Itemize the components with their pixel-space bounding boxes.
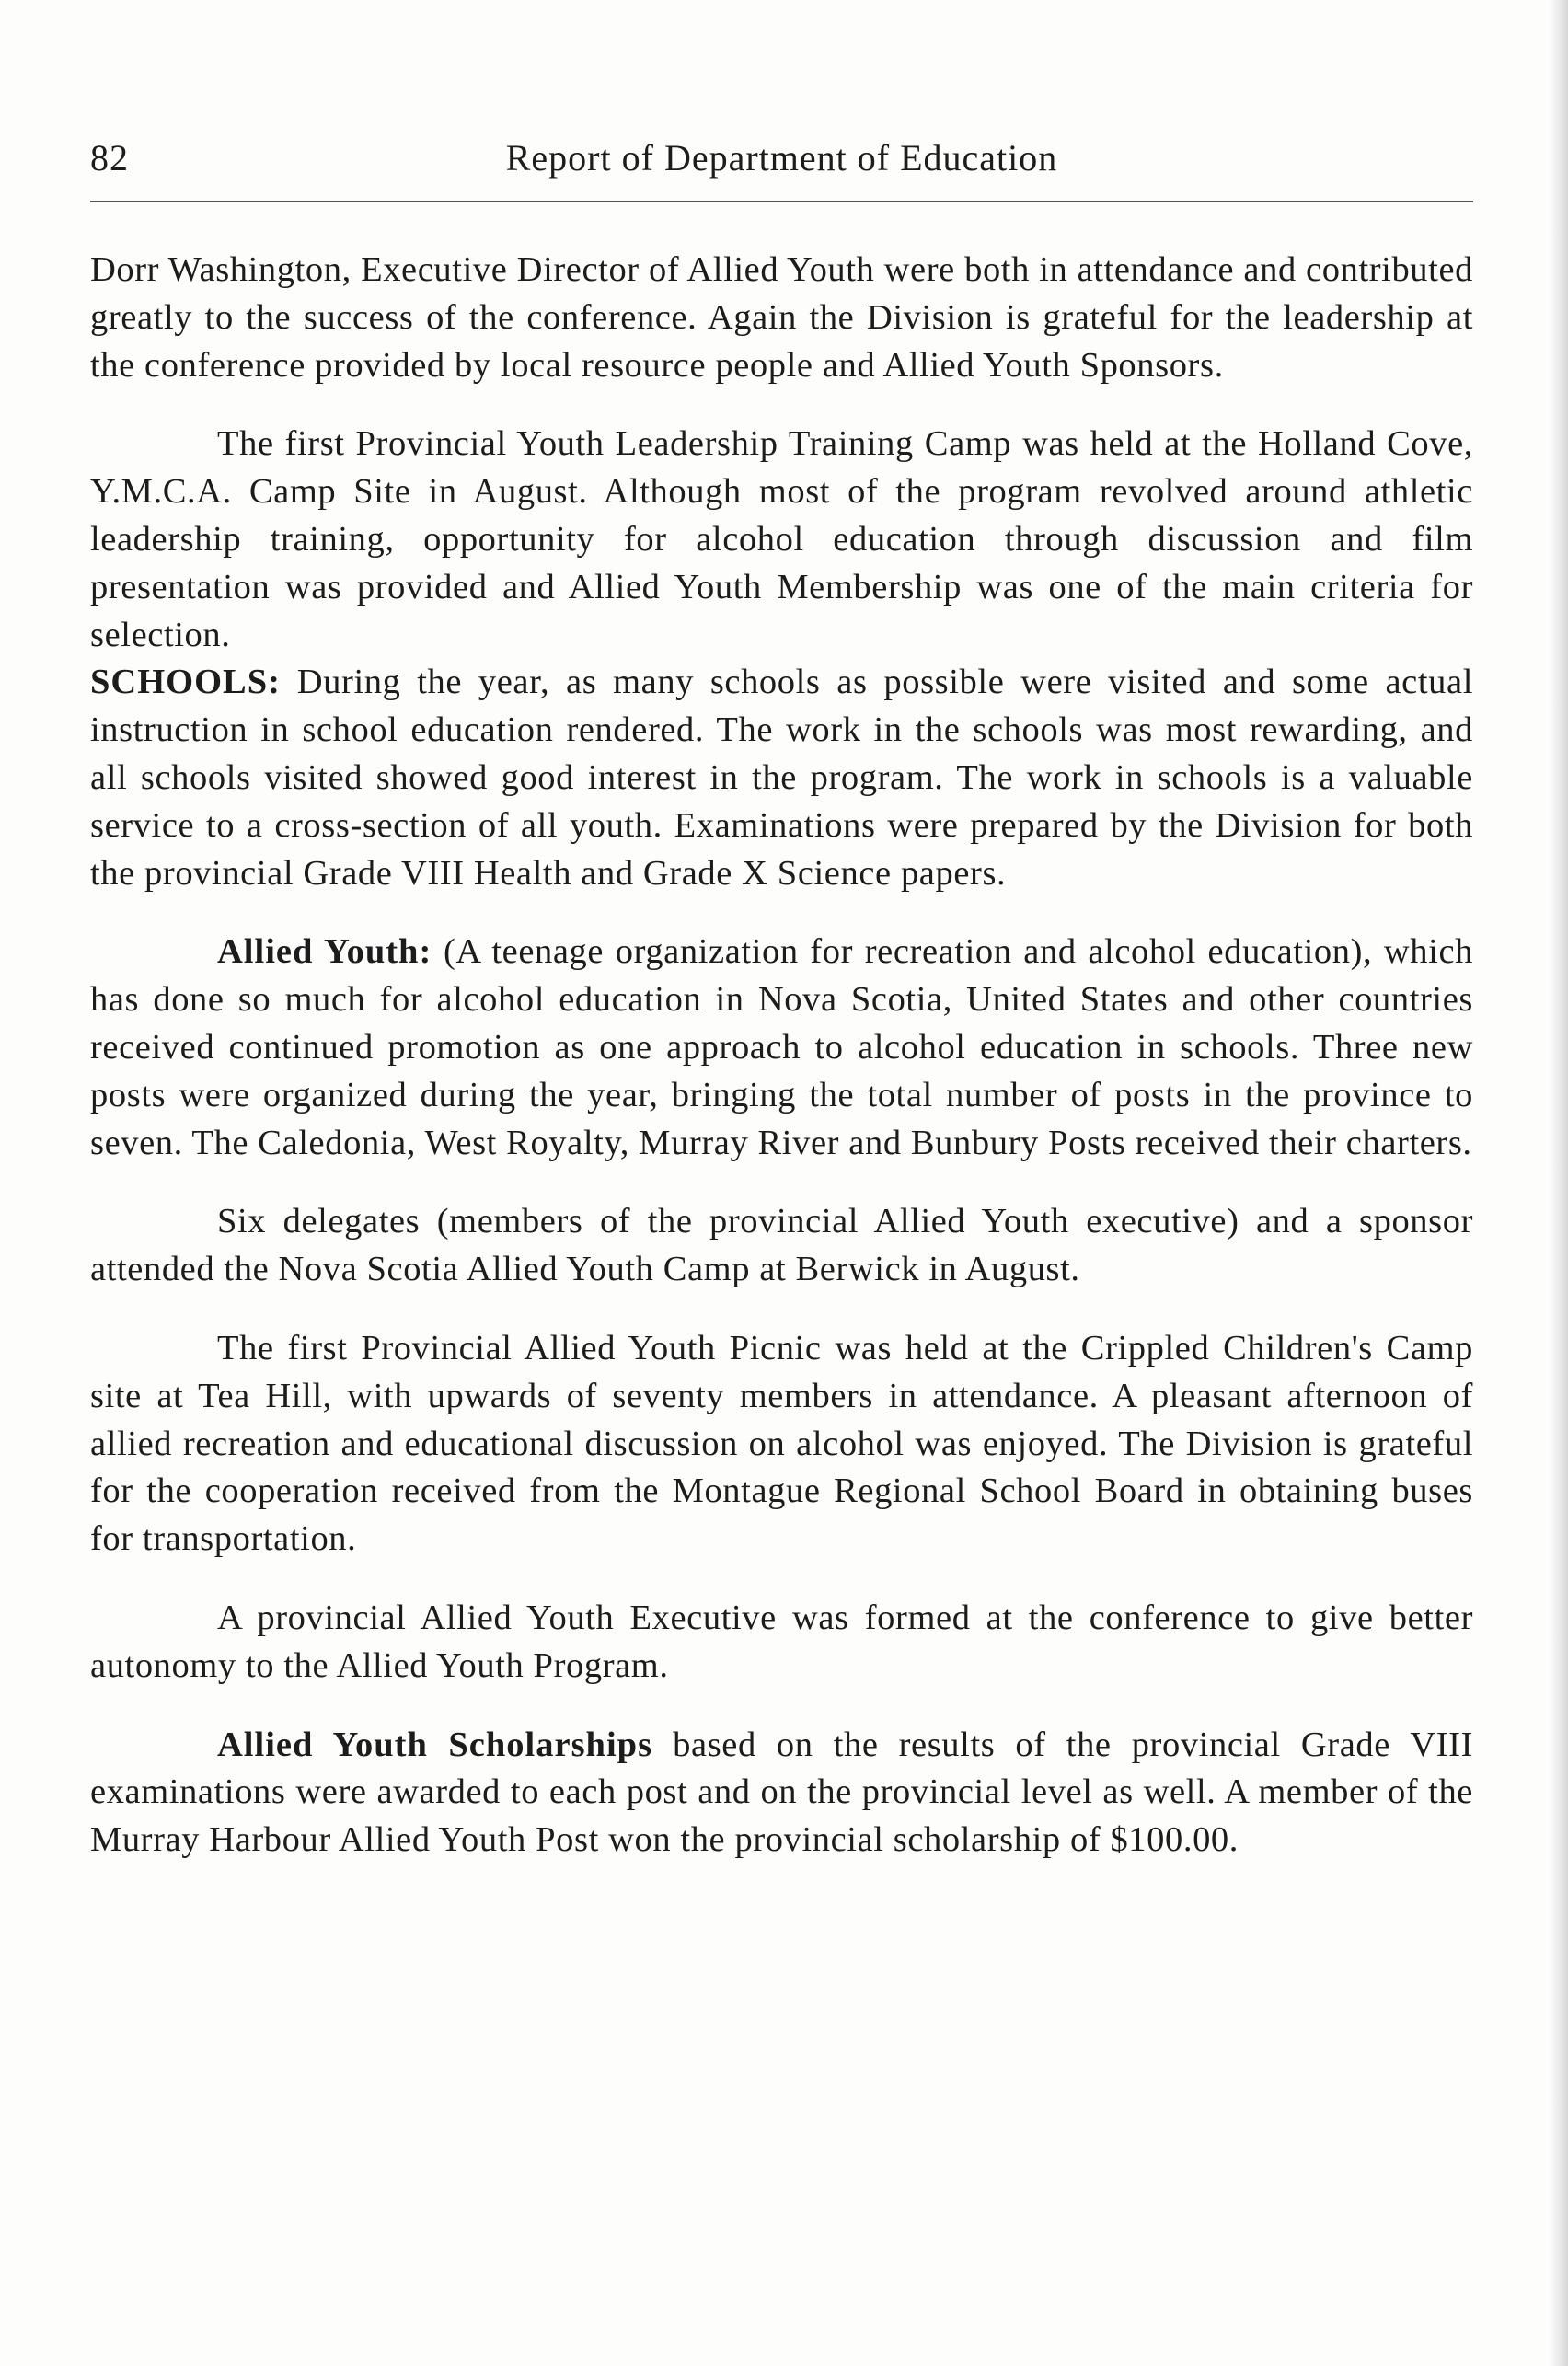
paragraph-text: The first Provincial Youth Leadership Training Camp was held at the Holland Cove, Y.M.C.A. Camp Site in August. Although most of the program revolved around athletic leadership training, opportunity for alcohol education through discussion and film presentation was provided and Allied Youth Membership was one of the main criteria for selection. — [90, 424, 1473, 654]
running-head: Report of Department of Education — [505, 137, 1058, 179]
paragraph-picnic — [90, 1325, 1473, 1564]
header-rule — [90, 201, 1473, 202]
paragraph-executive — [90, 1595, 1473, 1691]
paragraph-leadership-camp — [90, 421, 1473, 659]
paragraph-delegates — [90, 1198, 1473, 1294]
paragraph-text: (A teenage organization for recreation and alcohol education), which has done so much for alcohol education in Nova Scotia, United States and other countries received continued promotion as one approach to alcohol education in schools. Three new posts were organized during the year, bringing the total number of posts in the province to seven. The Caledonia, West Royalty, Murray River and Bunbury Posts received their charters. — [90, 932, 1473, 1162]
paragraph-text: During the year, as many schools as possible were visited and some actual instruction in school education rendered. The work in the schools was most rewarding, and all schools visited showed good interest in the program. The work in schools is a valuable service to a cross-section of all youth. Examinations were prepared by the Division for both the provincial Grade VIII Health and Grade X Science papers. — [90, 663, 1473, 893]
paragraph-lead-heading: Allied Youth: — [217, 932, 432, 972]
paragraph-lead-heading: Allied Youth Scholarships — [217, 1725, 653, 1764]
paragraph-text: The first Provincial Allied Youth Picnic was held at the Crippled Children's Camp site at Tea Hill, with upwards of seventy members in attendance. A pleasant afternoon of allied recreation and educational discussion on alcohol was enjoyed. The Division is grateful for the cooperation received from the Montague Regional School Board in obtaining buses for transportation. — [90, 1328, 1473, 1559]
body-text — [90, 247, 1473, 1896]
page-edge-shadow — [1548, 0, 1568, 2366]
paragraph-text: based on the results of the provincial Grade VIII examinations were awarded to each post and on the provincial level as well. A member of the Murray Harbour Allied Youth Post won the provincial scholarship of $100.00. — [90, 1725, 1473, 1860]
paragraph-text: Dorr Washington, Executive Director of Allied Youth were both in attendance and contributed greatly to the success of the conference. Again the Division is grateful for the leadership at the conference provided by local resource people and Allied Youth Sponsors. — [90, 250, 1473, 385]
page-header — [90, 131, 1473, 186]
paragraph-allied-youth — [90, 929, 1473, 1167]
paragraph-scholarships — [90, 1722, 1473, 1864]
paragraph-schools — [90, 659, 1473, 897]
page-number: 82 — [90, 137, 129, 179]
paragraph-text: A provincial Allied Youth Executive was formed at the conference to give better autonomy to the Allied Youth Program. — [90, 1598, 1473, 1685]
paragraph-lead-heading: SCHOOLS: — [90, 663, 281, 702]
paragraph-conference-continued — [90, 247, 1473, 389]
paragraph-text: Six delegates (members of the provincial Allied Youth executive) and a sponsor attended the Nova Scotia Allied Youth Camp at Berwick in August. — [90, 1202, 1473, 1289]
